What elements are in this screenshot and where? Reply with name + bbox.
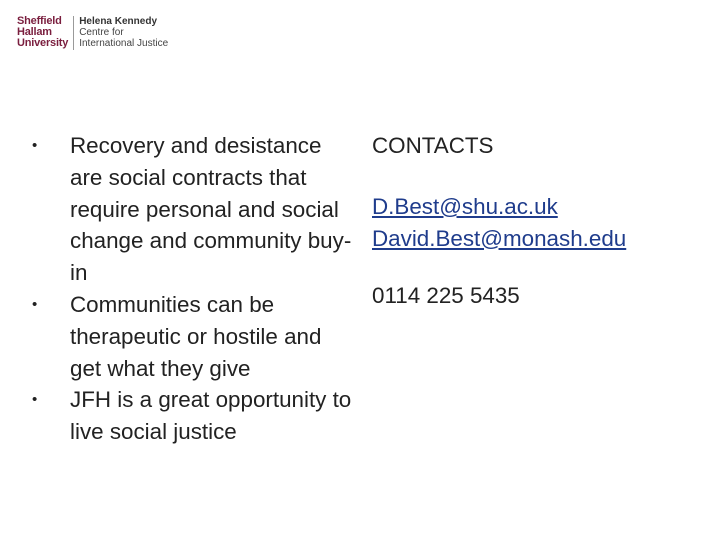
centre-wordmark bbox=[79, 16, 168, 49]
bullet-icon: • bbox=[32, 391, 38, 409]
university-wordmark bbox=[17, 16, 68, 49]
contacts-heading: CONTACTS bbox=[372, 133, 494, 158]
list-item bbox=[32, 289, 352, 384]
logo-divider bbox=[73, 16, 74, 50]
university-name-line1: Sheffield bbox=[17, 15, 62, 27]
university-name-line2: Hallam bbox=[17, 26, 52, 38]
list-item bbox=[32, 130, 352, 289]
centre-name-line1: Helena Kennedy bbox=[79, 16, 158, 27]
phone-number: 0114 225 5435 bbox=[372, 283, 520, 309]
bullet-icon: • bbox=[32, 295, 38, 313]
bullet-list bbox=[32, 130, 352, 448]
bullet-text: JFH is a great opportunity to live social justice bbox=[70, 387, 352, 445]
email-link-monash[interactable]: David.Best@monash.edu bbox=[372, 225, 627, 251]
bullet-text: Communities can be therapeutic or hostile and get what they give bbox=[70, 291, 322, 381]
centre-name-line2: Centre for bbox=[79, 27, 124, 38]
centre-name-line3: International Justice bbox=[79, 38, 169, 49]
institution-logo bbox=[17, 16, 168, 50]
email-link-shu[interactable]: D.Best@shu.ac.uk bbox=[372, 193, 558, 219]
bullet-text: Recovery and desistance are social contracts that require personal and social change and community buy-in bbox=[70, 133, 352, 286]
university-name-line3: University bbox=[17, 37, 69, 49]
bullet-icon: • bbox=[32, 137, 38, 154]
list-item bbox=[32, 384, 352, 448]
contacts-panel bbox=[372, 130, 702, 312]
